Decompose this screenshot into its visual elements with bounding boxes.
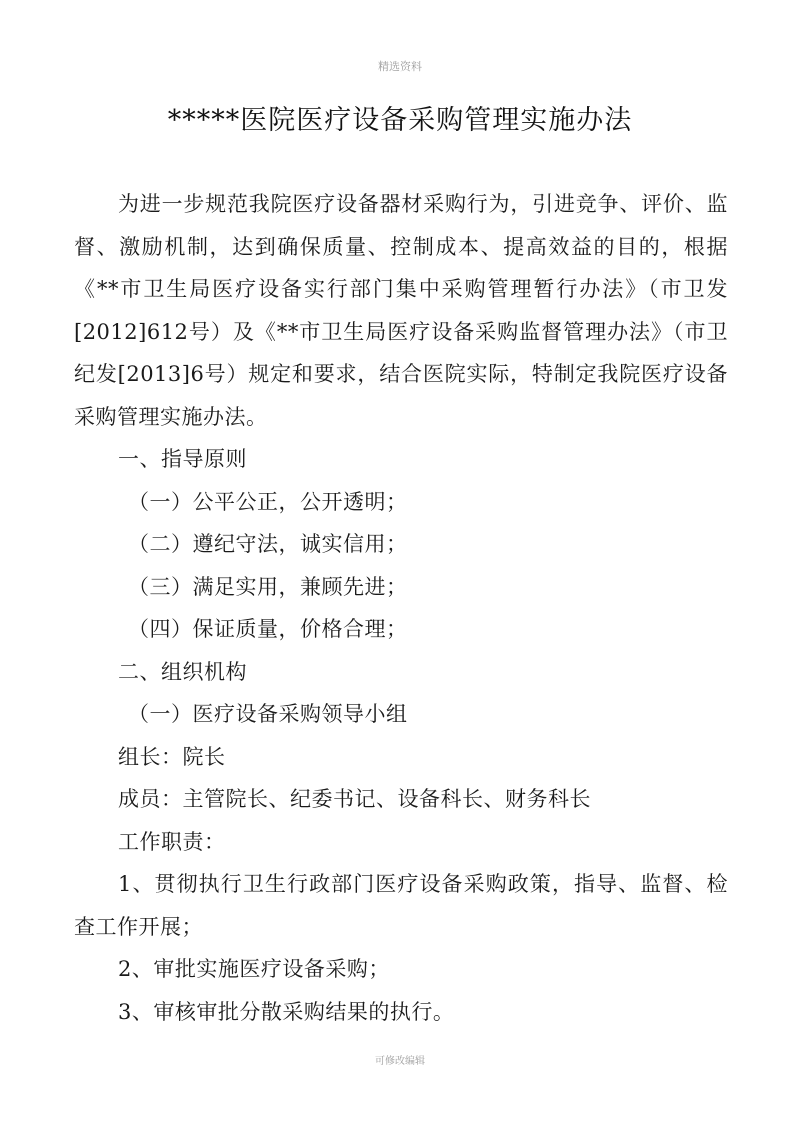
principle-item: （一）公平公正，公开透明； [128,489,408,514]
group-leader-line: 组长：院长 [118,744,226,769]
duty-item: 3、审核审批分散采购结果的执行。 [118,999,455,1024]
document-title: *****医院医疗设备采购管理实施办法 [167,105,633,136]
section-heading-organization: 二、组织机构 [118,659,247,684]
principle-item: （四）保证质量，价格合理； [128,617,408,641]
subsection-heading-leading-group: （一）医疗设备采购领导小组 [128,702,408,726]
principle-item: （三）满足实用，兼顾先进； [128,574,408,599]
duty-item: 1、贯彻执行卫生行政部门医疗设备采购政策，指导、监督、检查工作开展； [74,872,728,939]
document-body [74,183,728,1033]
duties-label: 工作职责： [118,829,226,854]
intro-paragraph: 为进一步规范我院医疗设备器材采购行为，引进竞争、评价、监督、激励机制，达到确保质量、控制成本、提高效益的目的，根据《**市卫生局医疗设备实行部门集中采购管理暂行办法》（市卫发[2012]612号）及《**市卫生局医疗设备采购监督管理办法》（市卫纪发[2013]6号）规定和要求，结合医院实际，特制定我院医疗设备采购管理实施办法。 [74,192,728,429]
principle-item: （二）遵纪守法，诚实信用； [128,532,408,556]
header-watermark: 精选资料 [378,60,422,73]
duty-item: 2、审批实施医疗设备采购； [118,957,390,981]
footer-watermark: 可修改编辑 [375,1056,425,1067]
group-members-line: 成员：主管院长、纪委书记、设备科长、财务科长 [118,787,591,811]
section-heading-guiding-principles: 一、指导原则 [118,447,247,471]
